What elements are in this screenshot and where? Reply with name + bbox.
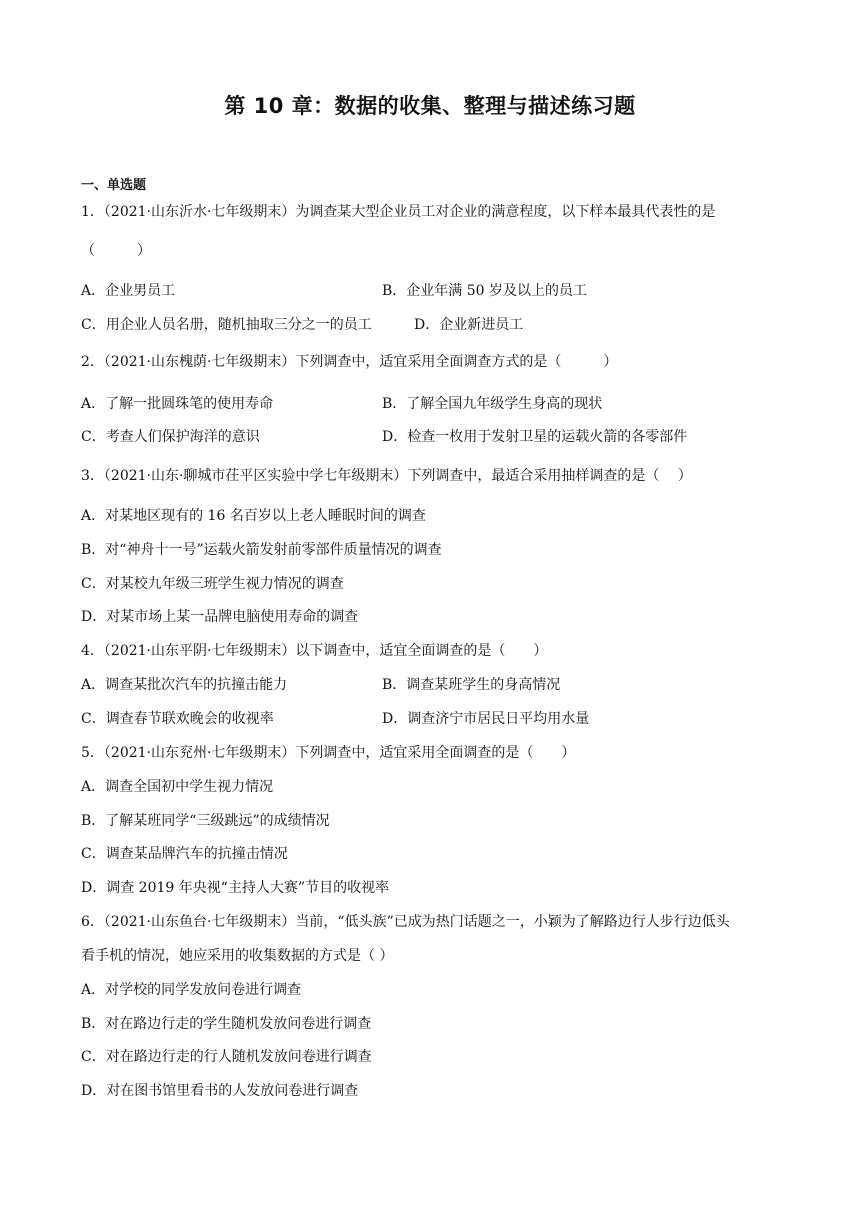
question-1-answer-blank: （ ） [81, 243, 151, 259]
question-3-option-c: C．对某校九年级三班学生视力情况的调查 [81, 576, 344, 592]
question-4-option-d: D．调查济宁市居民日平均用水量 [382, 711, 590, 727]
question-3-option-d: D．对某市场上某一品牌电脑使用寿命的调查 [81, 609, 359, 625]
question-2-option-d: D．检查一枚用于发射卫星的运载火箭的各零部件 [382, 429, 688, 445]
question-1-option-a: A．企业男员工 [81, 283, 176, 299]
question-6-option-a: A．对学校的同学发放问卷进行调查 [81, 982, 302, 998]
question-6-stem-line-1: 6．（2021·山东鱼台·七年级期末）当前，“低头族”已成为热门话题之一，小颖为了解路边行人步行边低头 [81, 914, 730, 930]
question-1-stem: 1．（2021·山东沂水·七年级期末）为调查某大型企业员工对企业的满意程度，以下样本最具代表性的是 [81, 204, 716, 220]
question-6-option-b: B．对在路边行走的学生随机发放问卷进行调查 [81, 1016, 372, 1032]
question-2-option-b: B．了解全国九年级学生身高的现状 [382, 396, 603, 412]
question-5-option-c: C．调查某品牌汽车的抗撞击情况 [81, 846, 288, 862]
question-4-option-b: B．调查某班学生的身高情况 [382, 677, 561, 693]
question-6-stem-line-2: 看手机的情况，她应采用的收集数据的方式是（ ） [81, 948, 394, 964]
question-1-option-b: B．企业年满 50 岁及以上的员工 [382, 283, 588, 299]
question-6-option-d: D．对在图书馆里看书的人发放问卷进行调查 [81, 1083, 359, 1099]
question-4-stem: 4．（2021·山东平阴·七年级期末）以下调查中，适宜全面调查的是（ ） [81, 643, 548, 659]
question-5-stem: 5．（2021·山东兖州·七年级期末）下列调查中，适宜采用全面调查的是（ ） [81, 745, 576, 761]
question-4-option-a: A．调查某批次汽车的抗撞击能力 [81, 677, 288, 693]
question-5-option-a: A．调查全国初中学生视力情况 [81, 779, 274, 795]
question-5-option-d: D．调查 2019 年央视“主持人大赛”节目的收视率 [81, 880, 390, 896]
question-1-option-c: C．用企业人员名册，随机抽取三分之一的员工 [81, 317, 372, 333]
question-1-option-d: D．企业新进员工 [414, 317, 524, 333]
question-6-option-c: C．对在路边行走的行人随机发放问卷进行调查 [81, 1049, 372, 1065]
question-5-option-b: B．了解某班同学“三级跳远”的成绩情况 [81, 813, 330, 829]
question-2-option-c: C．考查人们保护海洋的意识 [81, 429, 260, 445]
question-3-option-b: B．对“神舟十一号”运载火箭发射前零部件质量情况的调查 [81, 542, 442, 558]
question-4-option-c: C．调查春节联欢晚会的收视率 [81, 711, 274, 727]
question-2-option-a: A．了解一批圆珠笔的使用寿命 [81, 396, 274, 412]
question-3-option-a: A．对某地区现有的 16 名百岁以上老人睡眠时间的调查 [81, 508, 426, 524]
question-2-stem: 2．（2021·山东槐荫·七年级期末）下列调查中，适宜采用全面调查方式的是（ ） [81, 354, 618, 370]
question-3-stem: 3．（2021·山东·聊城市茌平区实验中学七年级期末）下列调查中，最适合采用抽样调查的是（ ） [81, 468, 692, 484]
section-heading: 一、单选题 [81, 178, 147, 193]
page-title: 第 10 章：数据的收集、整理与描述练习题 [224, 94, 636, 118]
